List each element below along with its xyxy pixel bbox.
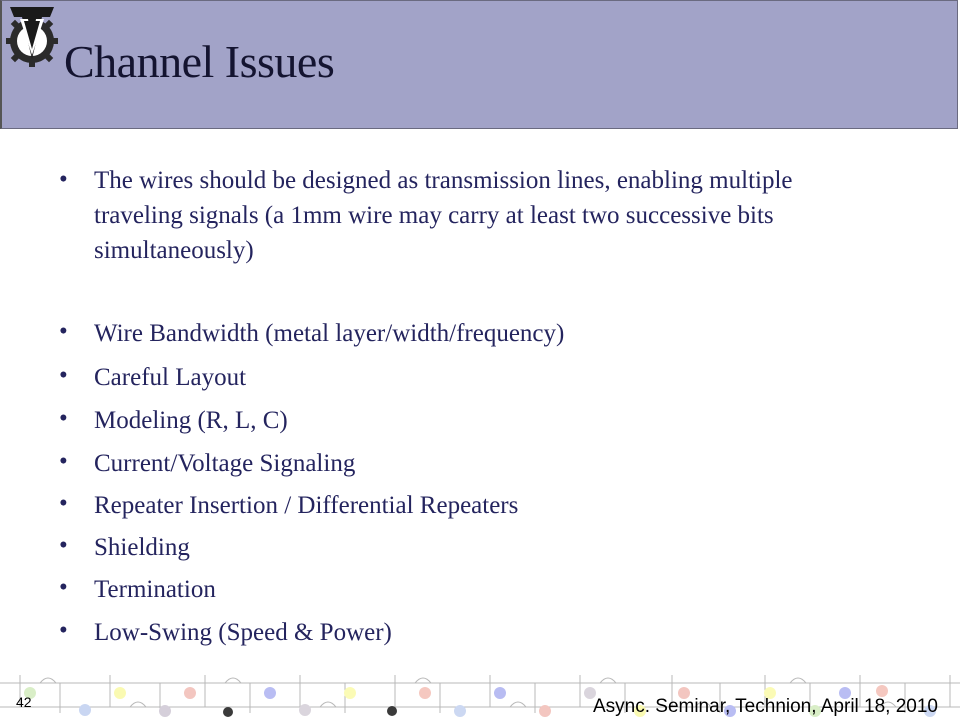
slide-title: Channel Issues [64,36,335,87]
bullet-item: Repeater Insertion / Differential Repeaters [94,492,519,519]
bullet-marker: • [59,166,68,193]
technion-logo-icon [6,5,58,71]
bullet-marker: • [59,617,68,644]
bullet-marker: • [59,318,68,345]
bullet-item: Wire Bandwidth (metal layer/width/frequency) [94,320,565,347]
bullet-item: Shielding [94,534,190,561]
bullet-marker: • [59,448,68,475]
bullet-marker: • [59,574,68,601]
bullet-item: Current/Voltage Signaling [94,450,356,477]
bullet-marker: • [59,362,68,389]
bullet-marker: • [59,490,68,517]
slide-number: 42 [16,694,32,710]
bullet-item: The wires should be designed as transmission lines, enabling multiple traveling signals (a 1mm wire may carry at least two successive bits simultaneously) [94,167,793,264]
bullet-marker: • [59,532,68,559]
bullet-item: Low-Swing (Speed & Power) [94,619,392,646]
bullet-marker: • [59,405,68,432]
bullet-item: Modeling (R, L, C) [94,407,288,434]
bullet-item: Careful Layout [94,364,247,391]
slide-footer-text: Async. Seminar, Technion, April 18, 2010 [592,696,938,717]
bullet-item: Termination [94,576,216,603]
slide-header [0,0,958,129]
